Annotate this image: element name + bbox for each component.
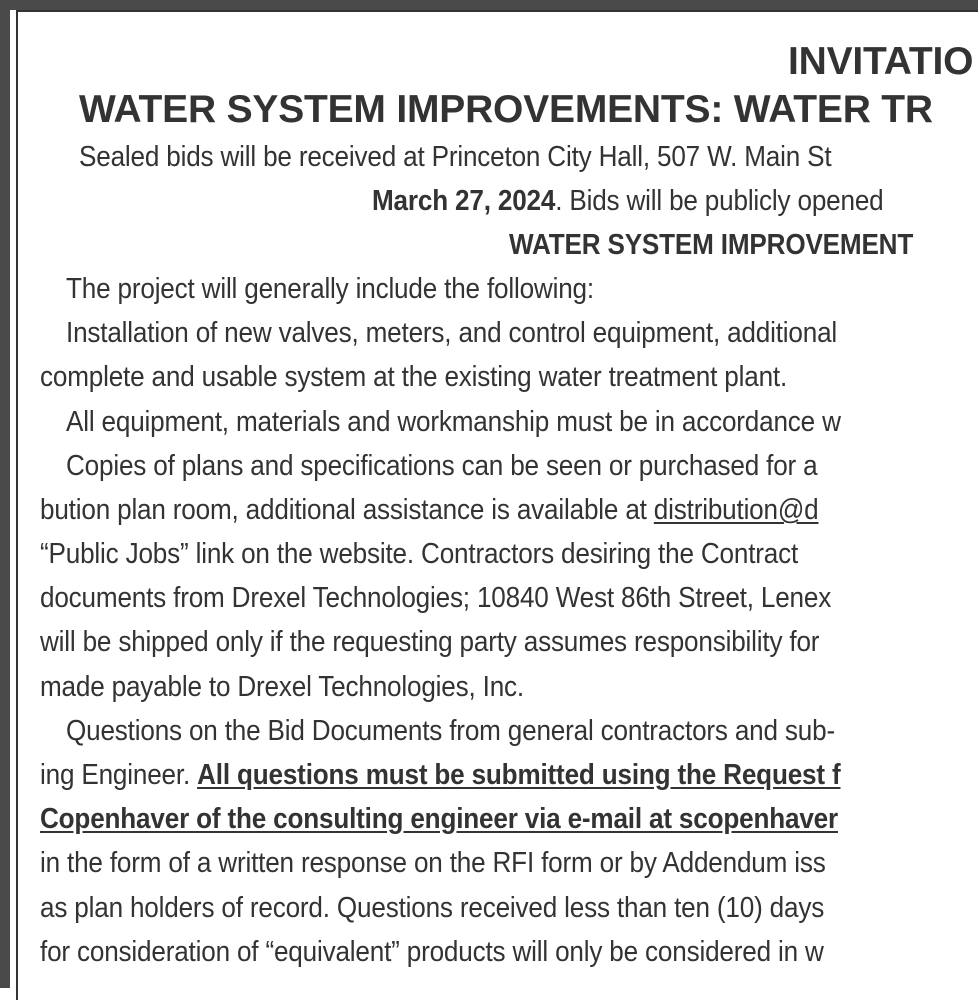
paragraph-2-line-2: complete and usable system at the existing water treatment plant. [40,361,788,393]
paragraph-4-line-1: Copies of plans and specifications can be seen or purchased for a [66,450,818,482]
paragraph-5-line-5: as plan holders of record. Questions received less than ten (10) days [40,892,825,924]
notice-subtitle: WATER SYSTEM IMPROVEMENTS: WATER TR [79,88,933,131]
paragraph-4-line-5: will be shipped only if the requesting party assumes responsibility for [40,626,820,658]
notice-title: INVITATIO [788,40,974,83]
bid-date-rest: . Bids will be publicly opened [555,185,884,217]
intro-line: Sealed bids will be received at Princeton City Hall, 507 W. Main St [79,141,832,173]
paragraph-3: All equipment, materials and workmanship must be in accordance w [66,406,841,438]
paragraph-4-line-4: documents from Drexel Technologies; 10840 West 86th Street, Lenex [40,582,832,614]
paragraph-5-line-1: Questions on the Bid Documents from general contractors and sub- [66,715,835,747]
bid-date: March 27, 2024 [372,185,556,217]
paragraph-5-line-4: in the form of a written response on the RFI form or by Addendum iss [40,847,826,879]
plan-room-text: bution plan room, additional assistance is available at [40,494,654,526]
engineer-text: ing Engineer. [40,759,198,791]
paragraph-4-line-2 [40,494,819,527]
paragraph-4-line-3: “Public Jobs” link on the website. Contractors desiring the Contract [40,538,799,570]
paragraph-4-line-6: made payable to Drexel Technologies, Inc. [40,671,524,703]
bid-date-line [372,185,884,218]
project-heading: WATER SYSTEM IMPROVEMENT [509,229,914,261]
paragraph-2-line-1: Installation of new valves, meters, and control equipment, additional [66,317,838,349]
paragraph-1: The project will generally include the following: [66,273,594,305]
paragraph-5-line-3: Copenhaver of the consulting engineer via e-mail at scopenhaver [40,803,838,835]
rfi-requirement: All questions must be submitted using the Request f [197,759,841,791]
paragraph-5-line-2 [40,759,840,792]
paragraph-5-line-6: for consideration of “equivalent” products will only be considered in w [40,936,824,968]
distribution-email-link[interactable]: distribution@d [653,494,819,526]
